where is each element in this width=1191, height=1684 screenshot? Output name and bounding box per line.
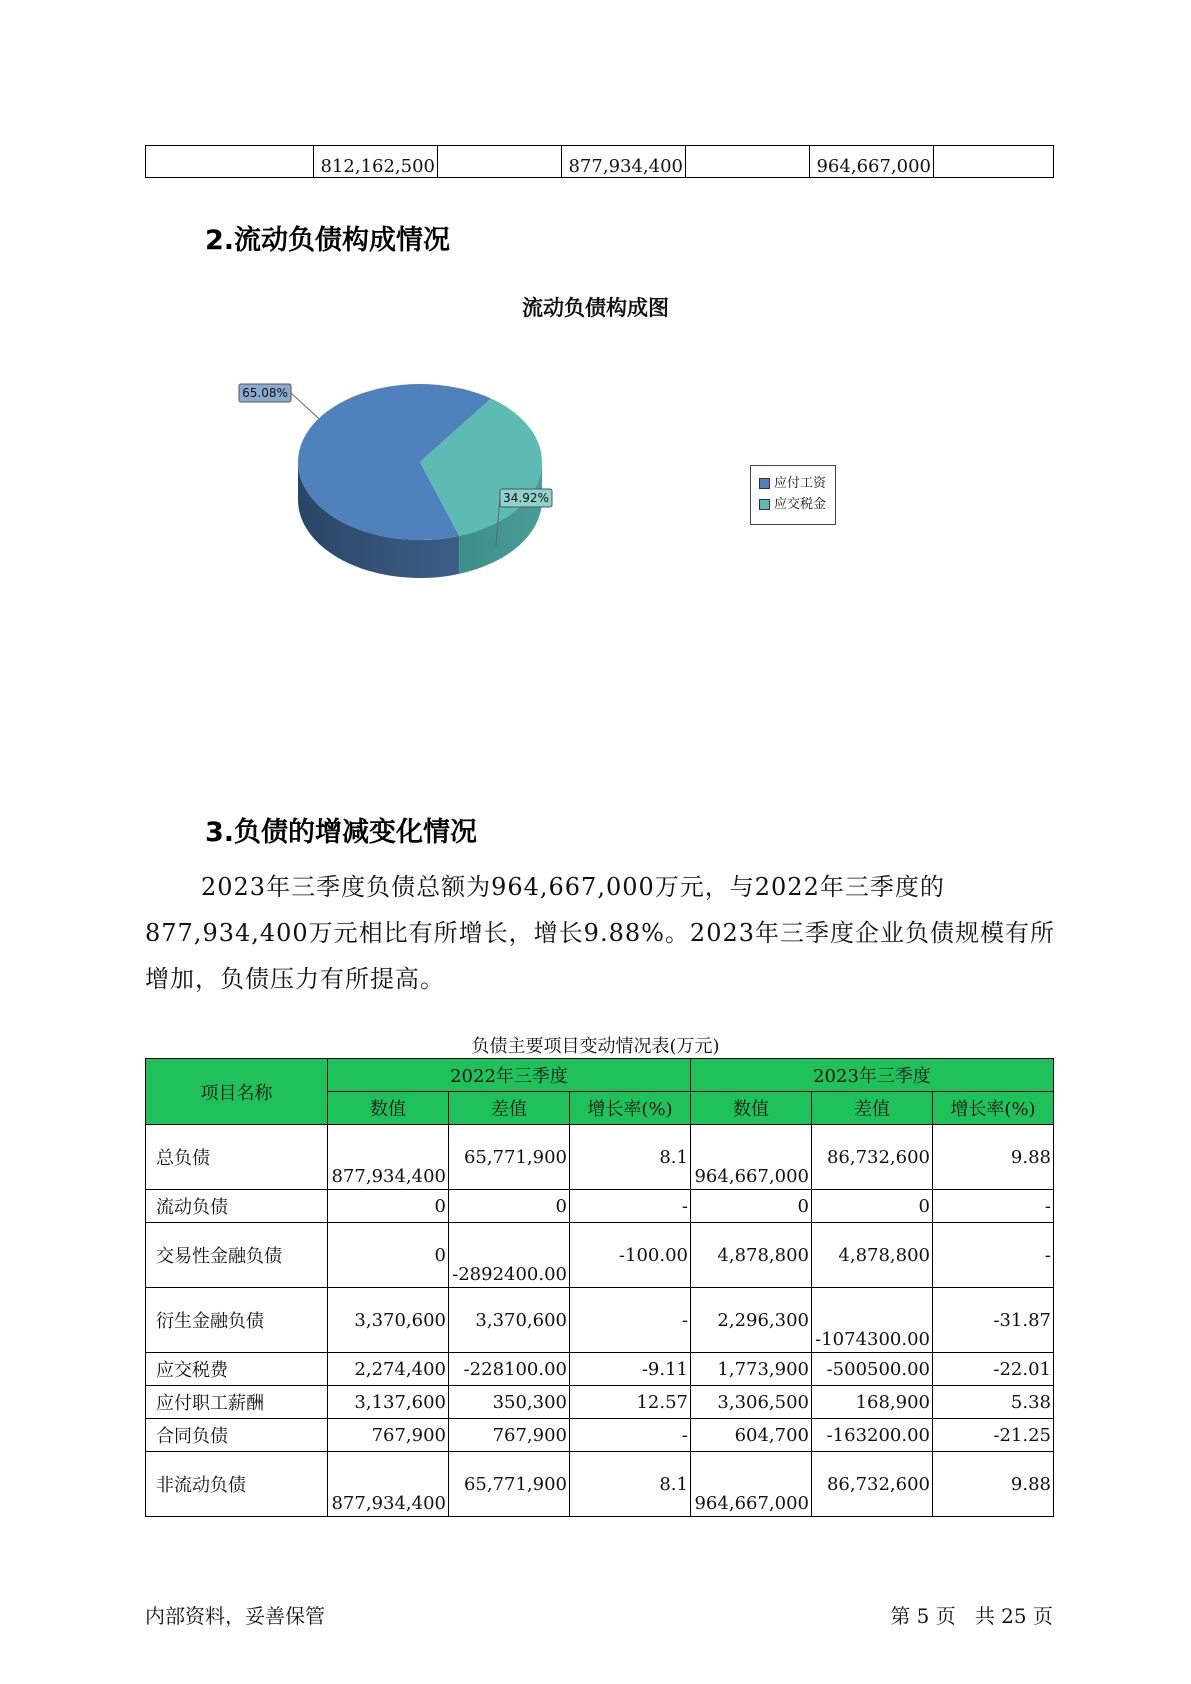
table-row (146, 146, 1054, 178)
table-cell: 8.1 (570, 1452, 691, 1517)
table-cell: 0 (812, 1190, 933, 1223)
table-row (146, 1223, 1054, 1288)
legend-item (759, 475, 826, 493)
header-col: 差值 (449, 1092, 570, 1125)
data-label: 34.92% (503, 491, 549, 505)
table-cell: -1074300.00 (812, 1288, 933, 1353)
header-col: 增长率(%) (570, 1092, 691, 1125)
header-period-2023: 2023年三季度 (691, 1059, 1054, 1092)
table-cell: -163200.00 (812, 1419, 933, 1452)
table-row (146, 1452, 1054, 1517)
table-cell: 65,771,900 (449, 1452, 570, 1517)
body-paragraph: 2023年三季度负债总额为964,667,000万元，与2022年三季度的877,934,400万元相比有所增长，增长9.88%。2023年三季度企业负债规模有所增加，负债压力有所提高。 (145, 873, 1056, 993)
table-cell: - (933, 1190, 1054, 1223)
table-cell: 0 (328, 1190, 449, 1223)
table-cell: 964,667,000 (810, 146, 934, 178)
table-cell: 877,934,400 (328, 1125, 449, 1190)
table-cell: 86,732,600 (812, 1452, 933, 1517)
table-cell: - (570, 1288, 691, 1353)
table-cell: - (933, 1223, 1054, 1288)
table-cell: 0 (449, 1190, 570, 1223)
row-name: 衍生金融负债 (146, 1288, 328, 1353)
footer-page-number: 第 5 页 共 25 页 (890, 1604, 1053, 1628)
table-cell: 3,370,600 (449, 1288, 570, 1353)
liability-change-table (145, 1058, 1054, 1517)
legend-swatch (759, 499, 770, 510)
row-name: 应交税费 (146, 1353, 328, 1386)
pie-chart (242, 380, 630, 590)
table-cell: 0 (691, 1190, 812, 1223)
table-cell: 5.38 (933, 1386, 1054, 1419)
header-col: 数值 (328, 1092, 449, 1125)
table-caption: 负债主要项目变动情况表(万元) (471, 1036, 720, 1057)
table-cell: -228100.00 (449, 1353, 570, 1386)
legend-label: 应交税金 (774, 497, 827, 512)
table-cell: -9.11 (570, 1353, 691, 1386)
table-cell: 12.57 (570, 1386, 691, 1419)
table-cell (146, 146, 314, 178)
table-row (146, 1288, 1054, 1353)
table-cell: 9.88 (933, 1452, 1054, 1517)
table-cell: 767,900 (328, 1419, 449, 1452)
row-name: 交易性金融负债 (146, 1223, 328, 1288)
table-cell (686, 146, 810, 178)
header-period-2022: 2022年三季度 (328, 1059, 691, 1092)
table-cell: 604,700 (691, 1419, 812, 1452)
table-header-row (146, 1059, 1054, 1092)
table-cell: - (570, 1419, 691, 1452)
row-name: 应付职工薪酬 (146, 1386, 328, 1419)
table-cell: 877,934,400 (562, 146, 686, 178)
table-cell: -21.25 (933, 1419, 1054, 1452)
table-cell: 4,878,800 (812, 1223, 933, 1288)
table-row (146, 1353, 1054, 1386)
table-cell: 3,370,600 (328, 1288, 449, 1353)
table-cell: 8.1 (570, 1125, 691, 1190)
table-cell: 168,900 (812, 1386, 933, 1419)
table-cell: 65,771,900 (449, 1125, 570, 1190)
table-cell: 2,296,300 (691, 1288, 812, 1353)
table-cell: -100.00 (570, 1223, 691, 1288)
table-cell: 3,137,600 (328, 1386, 449, 1419)
table-cell: 812,162,500 (314, 146, 438, 178)
header-col: 增长率(%) (933, 1092, 1054, 1125)
chart-legend (750, 465, 836, 525)
table-row (146, 1386, 1054, 1419)
table-cell: -31.87 (933, 1288, 1054, 1353)
table-cell: -500500.00 (812, 1353, 933, 1386)
legend-item (759, 496, 826, 514)
table-row (146, 1125, 1054, 1190)
data-label-leader (291, 393, 319, 419)
table-cell: 767,900 (449, 1419, 570, 1452)
section-heading-2: 2.流动负债构成情况 (205, 225, 451, 256)
table-cell: 1,773,900 (691, 1353, 812, 1386)
header-col: 差值 (812, 1092, 933, 1125)
row-name: 非流动负债 (146, 1452, 328, 1517)
table-cell: 964,667,000 (691, 1452, 812, 1517)
row-name: 总负债 (146, 1125, 328, 1190)
table-cell: -22.01 (933, 1353, 1054, 1386)
table-cell: 3,306,500 (691, 1386, 812, 1419)
table-cell (934, 146, 1054, 178)
table-cell: 877,934,400 (328, 1452, 449, 1517)
header-item-name: 项目名称 (146, 1059, 328, 1125)
data-label: 65.08% (242, 386, 288, 400)
table-row (146, 1190, 1054, 1223)
table-cell (438, 146, 562, 178)
legend-swatch (759, 478, 770, 489)
table-cell: -2892400.00 (449, 1223, 570, 1288)
table-cell: 2,274,400 (328, 1353, 449, 1386)
table-cell: 350,300 (449, 1386, 570, 1419)
table-cell: 86,732,600 (812, 1125, 933, 1190)
section-heading-3: 3.负债的增减变化情况 (205, 817, 478, 848)
chart-title: 流动负债构成图 (522, 296, 669, 320)
row-name: 流动负债 (146, 1190, 328, 1223)
table-cell: - (570, 1190, 691, 1223)
table-cell: 0 (328, 1223, 449, 1288)
table-row (146, 1419, 1054, 1452)
footer-left: 内部资料，妥善保管 (145, 1604, 325, 1628)
row-name: 合同负债 (146, 1419, 328, 1452)
table-cell: 9.88 (933, 1125, 1054, 1190)
table-cell: 964,667,000 (691, 1125, 812, 1190)
table-cell: 4,878,800 (691, 1223, 812, 1288)
top-summary-table (145, 145, 1054, 178)
header-col: 数值 (691, 1092, 812, 1125)
legend-label: 应付工资 (774, 476, 827, 491)
